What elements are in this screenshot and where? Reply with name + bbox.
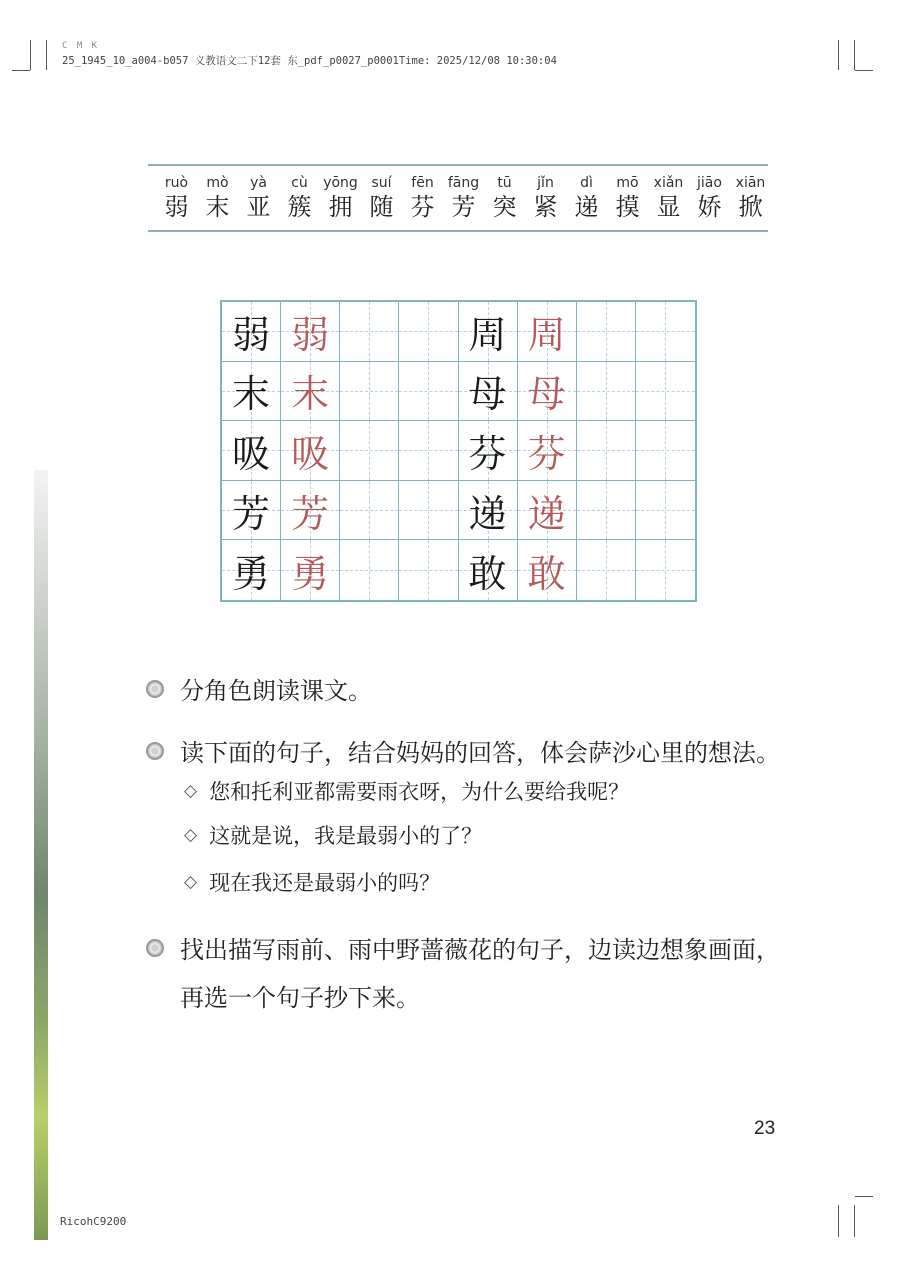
footer-device: RicohC9200 (60, 1215, 127, 1228)
page-number: 23 (754, 1118, 776, 1139)
exercise-2-text: 读下面的句子，结合妈妈的回答，体会萨沙心里的想法。 (180, 739, 780, 767)
exercise-3-text-line1: 找出描写雨前、雨中野蔷薇花的句子，边读边想象画面， (180, 936, 780, 964)
vocab-pinyin: suí (371, 175, 392, 191)
vocab-pinyin: cù (291, 175, 308, 191)
vocab-hanzi: 拥 (328, 193, 353, 221)
crop-mark (838, 1205, 839, 1237)
trace-character: 芳 (291, 491, 330, 536)
grid-cell (577, 481, 636, 541)
diamond-icon: ◇ (184, 781, 198, 801)
grid-cell (459, 540, 518, 600)
grid-cell (222, 362, 281, 422)
exercise-3-continued (180, 978, 420, 1013)
trace-character: 弱 (291, 312, 330, 357)
grid-cell (340, 302, 399, 362)
top-rule (148, 164, 768, 166)
vocab-pinyin: jǐn (537, 175, 554, 191)
grid-cell (281, 540, 340, 600)
exercise-1-text: 分角色朗读课文。 (180, 677, 372, 705)
grid-cell (577, 302, 636, 362)
trace-character: 周 (527, 312, 566, 357)
vocab-pinyin: xiǎn (653, 175, 684, 191)
vocab-item (566, 174, 607, 222)
vocab-pinyin: yà (250, 175, 267, 191)
grid-cell (399, 421, 458, 481)
vocab-hanzi: 弱 (164, 193, 189, 221)
writing-grid (220, 300, 697, 602)
grid-cell (340, 540, 399, 600)
grid-cell (399, 362, 458, 422)
vocabulary-list (156, 174, 771, 222)
trace-character: 递 (527, 491, 566, 536)
vocab-item (320, 174, 361, 222)
grid-cell (222, 481, 281, 541)
vocab-pinyin: mō (616, 175, 639, 191)
vocab-pinyin: fāng (447, 175, 480, 191)
circle-bullet-icon (146, 680, 164, 698)
grid-cell (459, 362, 518, 422)
grid-cell (518, 540, 577, 600)
crop-mark (46, 40, 47, 70)
model-character: 递 (468, 491, 507, 536)
crop-mark (30, 40, 31, 70)
grid-cell (518, 421, 577, 481)
file-info: 25_1945_10_a004-b057 义教语文二下12套 东_pdf_p0027_p0001Time: 2025/12/08 10:30:04 (62, 55, 557, 67)
vocab-hanzi: 突 (492, 193, 517, 221)
exercise-2-item (184, 820, 482, 850)
model-character: 末 (232, 372, 271, 417)
model-character: 吸 (232, 431, 271, 476)
grid-cell (399, 481, 458, 541)
vocabulary-strip (148, 164, 768, 232)
grid-cell (577, 540, 636, 600)
vocab-hanzi: 芳 (451, 193, 476, 221)
vocab-pinyin: xiān (735, 175, 766, 191)
model-character: 周 (468, 312, 507, 357)
vocab-hanzi: 末 (205, 193, 230, 221)
model-character: 母 (468, 372, 507, 417)
vocab-pinyin: dì (580, 175, 593, 191)
grid-cell (636, 362, 695, 422)
vocab-item (443, 174, 484, 222)
grid-cell (636, 302, 695, 362)
grid-cell (281, 481, 340, 541)
grid-cell (222, 302, 281, 362)
grid-cell (518, 362, 577, 422)
registration-marks: C M K (62, 41, 100, 51)
grid-cell (636, 540, 695, 600)
grid-cell (577, 362, 636, 422)
vocab-item (402, 174, 443, 222)
vocab-pinyin: fēn (411, 175, 434, 191)
trace-character: 吸 (291, 431, 330, 476)
grid-cell (459, 302, 518, 362)
circle-bullet-icon (146, 742, 164, 760)
vocab-hanzi: 递 (574, 193, 599, 221)
grid-cell (222, 540, 281, 600)
trace-character: 末 (291, 372, 330, 417)
crop-mark (854, 1205, 855, 1237)
vocab-pinyin: tū (497, 175, 512, 191)
vocab-hanzi: 簇 (287, 193, 312, 221)
vocab-item (689, 174, 730, 222)
vocab-item (238, 174, 279, 222)
grid-cell (281, 362, 340, 422)
vocab-item (197, 174, 238, 222)
crop-mark (12, 70, 30, 71)
grid-cell (222, 421, 281, 481)
model-character: 勇 (232, 551, 271, 596)
vocab-item (607, 174, 648, 222)
exercise-3 (146, 930, 780, 965)
vocab-item (279, 174, 320, 222)
grid-cell (459, 421, 518, 481)
vocab-hanzi: 摸 (615, 193, 640, 221)
vocab-pinyin: ruò (164, 175, 189, 191)
trace-character: 勇 (291, 551, 330, 596)
crop-mark (854, 40, 855, 70)
model-character: 芬 (468, 431, 507, 476)
trace-character: 芬 (527, 431, 566, 476)
bottom-rule (148, 230, 768, 232)
vocab-pinyin: jiāo (697, 175, 722, 191)
grid-cell (340, 362, 399, 422)
grid-cell (281, 421, 340, 481)
exercise-3-text-line2: 再选一个句子抄下来。 (180, 984, 420, 1012)
vocab-hanzi: 娇 (697, 193, 722, 221)
trace-character: 母 (527, 372, 566, 417)
vocab-item (525, 174, 566, 222)
grid-cell (518, 481, 577, 541)
grid-cell (636, 481, 695, 541)
crop-mark (855, 70, 873, 71)
grid-cell (459, 481, 518, 541)
crop-mark (838, 40, 839, 70)
vocab-pinyin: mò (206, 175, 229, 191)
grid-cell (340, 481, 399, 541)
vocab-hanzi: 芬 (410, 193, 435, 221)
diamond-icon: ◇ (184, 872, 198, 892)
exercise-1 (146, 671, 372, 706)
exercise-2 (146, 733, 780, 768)
grid-cell (340, 421, 399, 481)
grid-cell (636, 421, 695, 481)
diamond-icon: ◇ (184, 825, 198, 845)
vocab-hanzi: 紧 (533, 193, 558, 221)
grid-cell (399, 540, 458, 600)
model-character: 芳 (232, 491, 271, 536)
exercise-2-item (184, 867, 440, 897)
vocab-item (156, 174, 197, 222)
vocab-item (361, 174, 402, 222)
grid-cell (577, 421, 636, 481)
crop-mark (855, 1196, 873, 1197)
vocab-hanzi: 亚 (246, 193, 271, 221)
vocab-hanzi: 随 (369, 193, 394, 221)
side-illustration-strip (34, 470, 48, 1240)
trace-character: 敢 (527, 551, 566, 596)
exercise-2-item-text: 现在我还是最弱小的吗？ (209, 871, 441, 895)
vocab-hanzi: 显 (656, 193, 681, 221)
vocab-item (730, 174, 771, 222)
grid-cell (281, 302, 340, 362)
grid-cell (399, 302, 458, 362)
vocab-hanzi: 掀 (738, 193, 763, 221)
grid-cell (518, 302, 577, 362)
exercise-2-item-text: 这就是说，我是最弱小的了？ (209, 824, 483, 848)
exercise-2-item-text: 您和托利亚都需要雨衣呀，为什么要给我呢？ (209, 780, 630, 804)
exercise-2-item (184, 776, 629, 806)
vocab-pinyin: yōng (323, 175, 358, 191)
model-character: 敢 (468, 551, 507, 596)
vocab-item (648, 174, 689, 222)
circle-bullet-icon (146, 939, 164, 957)
vocab-item (484, 174, 525, 222)
model-character: 弱 (232, 312, 271, 357)
